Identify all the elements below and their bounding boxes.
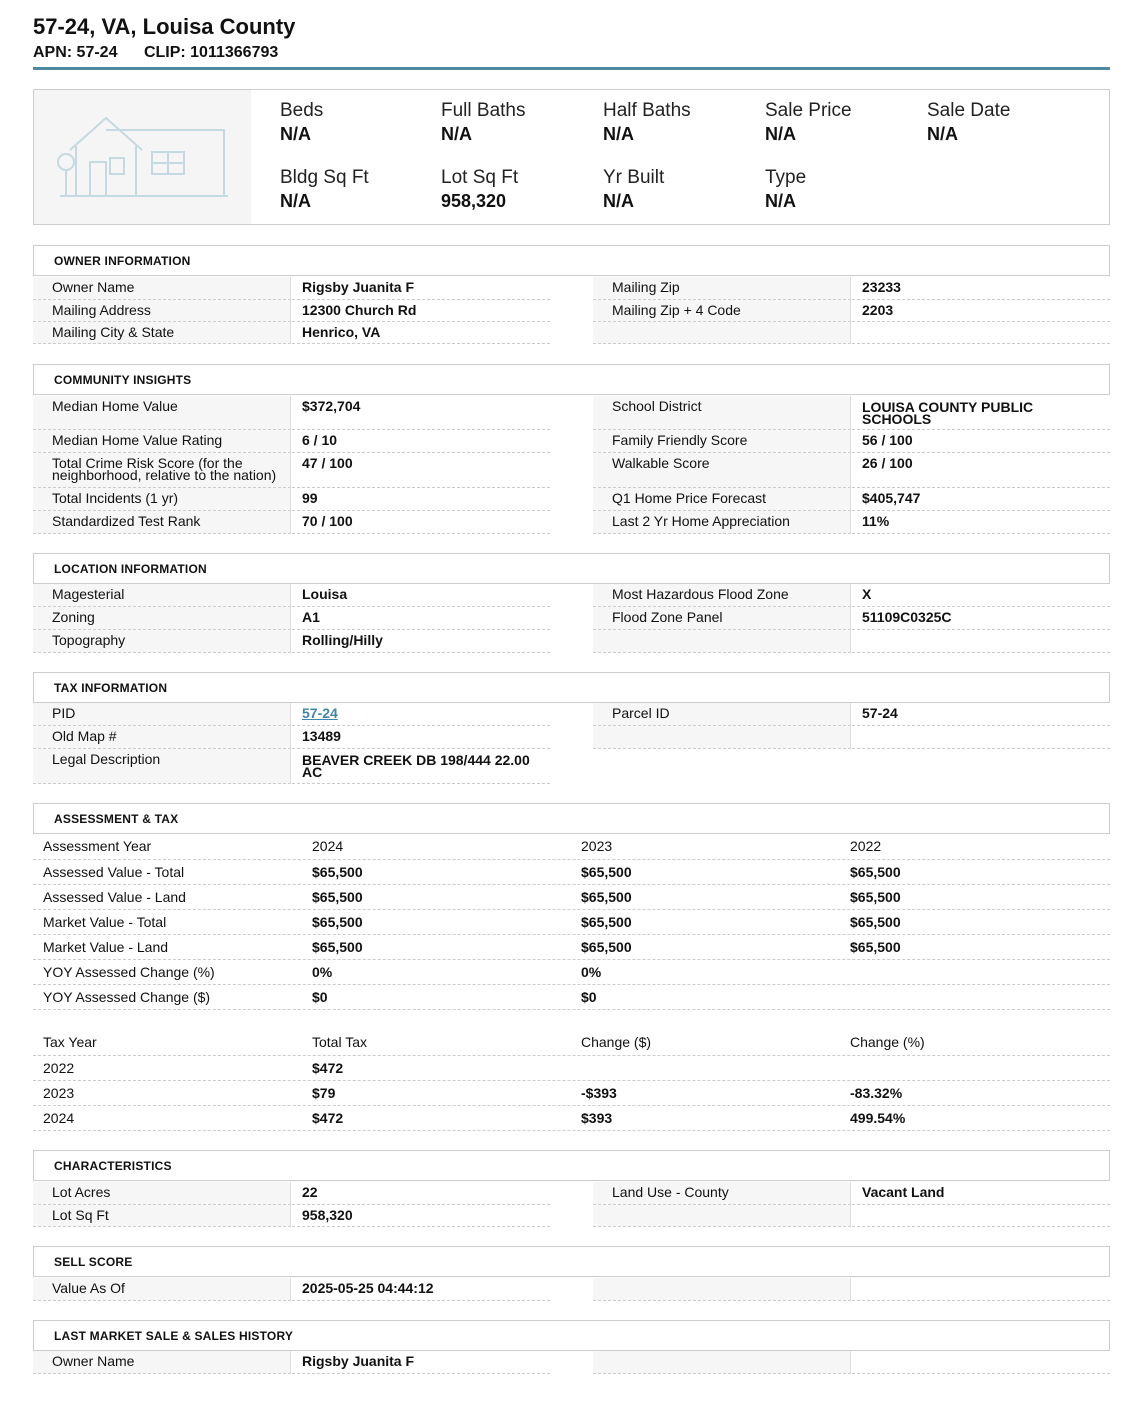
family-score-value: 56 / 100: [852, 430, 1110, 453]
section-sell-score: SELL SCORE: [33, 1246, 1110, 1277]
table-row: [33, 985, 1110, 1010]
median-rating-label: Median Home Value Rating: [33, 430, 291, 453]
flood-panel-label: Flood Zone Panel: [593, 607, 851, 630]
empty-label: [593, 1278, 851, 1301]
school-district-label: School District: [593, 396, 851, 430]
zoning-label: Zoning: [33, 607, 291, 630]
magesterial-value: Louisa: [292, 584, 550, 607]
table-cell: $65,500: [581, 939, 632, 955]
property-summary: [33, 89, 1110, 225]
flood-panel-value: 51109C0325C: [852, 607, 1110, 630]
old-map-label: Old Map #: [33, 726, 291, 749]
stat-full-baths: Full Baths N/A: [441, 100, 526, 144]
title-divider: [33, 67, 1110, 70]
table-row: [33, 1106, 1110, 1131]
table-cell: Total Tax: [312, 1034, 367, 1050]
empty-label: [593, 726, 851, 749]
table-cell: Assessment Year: [43, 838, 152, 854]
owner-name-value: Rigsby Juanita F: [292, 277, 550, 300]
table-cell: $65,500: [581, 864, 632, 880]
house-icon: [56, 110, 228, 200]
mailing-city-label: Mailing City & State: [33, 322, 291, 344]
section-assessment-tax: ASSESSMENT & TAX: [33, 803, 1110, 834]
table-cell: 2024: [312, 838, 344, 854]
table-cell: $393: [581, 1110, 613, 1126]
lot-sqft-value: 958,320: [292, 1205, 550, 1227]
stat-bldg-sqft: Bldg Sq Ft N/A: [280, 167, 369, 211]
walkable-score-value: 26 / 100: [852, 453, 1110, 488]
section-tax-information: TAX INFORMATION: [33, 672, 1110, 703]
stat-lot-sqft: Lot Sq Ft 958,320: [441, 167, 519, 211]
stat-beds: Beds N/A: [280, 100, 324, 144]
table-cell: $472: [312, 1110, 344, 1126]
school-district-value: LOUISA COUNTY PUBLIC SCHOOLS: [852, 396, 1110, 430]
empty-value: [852, 630, 1110, 653]
parcel-id-label: Parcel ID: [593, 703, 851, 726]
property-ids: [33, 44, 300, 62]
page-title: 57-24, VA, Louisa County: [33, 14, 296, 39]
table-row: [33, 1081, 1110, 1106]
family-score-label: Family Friendly Score: [593, 430, 851, 453]
table-cell: $65,500: [581, 914, 632, 930]
land-use-value: Vacant Land: [852, 1182, 1110, 1205]
table-cell: $65,500: [850, 864, 901, 880]
stat-yr-built: Yr Built N/A: [603, 167, 665, 211]
price-forecast-value: $405,747: [852, 488, 1110, 511]
property-photo-placeholder: [34, 90, 251, 224]
assessment-header-row: [33, 834, 1110, 860]
empty-value: [852, 1278, 1110, 1301]
pid-label: PID: [33, 703, 291, 726]
lot-sqft-label: Lot Sq Ft: [33, 1205, 291, 1227]
table-cell: 2023: [43, 1085, 75, 1101]
table-cell: Tax Year: [43, 1034, 97, 1050]
section-last-market-sale: LAST MARKET SALE & SALES HISTORY: [33, 1320, 1110, 1351]
mailing-zip-value: 23233: [852, 277, 1110, 300]
empty-value: [852, 322, 1110, 344]
clip: CLIP: 1011366793: [143, 44, 279, 61]
mailing-zip4-value: 2203: [852, 300, 1110, 322]
table-cell: 0%: [312, 964, 333, 980]
table-cell: $65,500: [312, 939, 363, 955]
topography-label: Topography: [33, 630, 291, 653]
empty-value: [852, 1205, 1110, 1227]
empty-label: [593, 630, 851, 653]
test-rank-value: 70 / 100: [292, 511, 550, 534]
median-home-value-label: Median Home Value: [33, 396, 291, 430]
test-rank-label: Standardized Test Rank: [33, 511, 291, 534]
mailing-city-value: Henrico, VA: [292, 322, 550, 344]
sale-owner-name-label: Owner Name: [33, 1351, 291, 1374]
topography-value: Rolling/Hilly: [292, 630, 550, 653]
empty-value: [852, 1351, 1110, 1374]
stat-half-baths: Half Baths N/A: [603, 100, 691, 144]
lot-acres-label: Lot Acres: [33, 1182, 291, 1205]
mailing-zip4-label: Mailing Zip + 4 Code: [593, 300, 851, 322]
land-use-label: Land Use - County: [593, 1182, 851, 1205]
mailing-address-value: 12300 Church Rd: [292, 300, 550, 322]
table-cell: $472: [312, 1060, 344, 1076]
table-cell: YOY Assessed Change (%): [43, 964, 215, 980]
appreciation-value: 11%: [852, 511, 1110, 534]
mailing-zip-label: Mailing Zip: [593, 277, 851, 300]
price-forecast-label: Q1 Home Price Forecast: [593, 488, 851, 511]
lot-acres-value: 22: [292, 1182, 550, 1205]
legal-description-value: BEAVER CREEK DB 198/444 22.00 AC: [292, 749, 550, 784]
table-cell: $65,500: [850, 914, 901, 930]
table-cell: 2023: [581, 838, 613, 854]
median-rating-value: 6 / 10: [292, 430, 550, 453]
table-cell: Assessed Value - Land: [43, 889, 186, 905]
table-cell: $65,500: [581, 889, 632, 905]
table-cell: $65,500: [850, 939, 901, 955]
table-cell: Market Value - Total: [43, 914, 167, 930]
flood-zone-value: X: [852, 584, 1110, 607]
section-owner-information: OWNER INFORMATION: [33, 245, 1110, 276]
table-row: [33, 960, 1110, 985]
crime-score-label: Total Crime Risk Score (for the neighborhood, relative to the nation): [33, 453, 291, 488]
median-home-value: $372,704: [292, 396, 550, 430]
table-cell: 2022: [850, 838, 882, 854]
old-map-value: 13489: [292, 726, 550, 749]
crime-score-value: 47 / 100: [292, 453, 550, 488]
stat-type: Type N/A: [765, 167, 807, 211]
section-location-information: LOCATION INFORMATION: [33, 553, 1110, 584]
apn: APN: 57-24: [33, 44, 118, 61]
empty-label: [593, 322, 851, 344]
table-row: [33, 910, 1110, 935]
empty-label: [593, 1351, 851, 1374]
walkable-score-label: Walkable Score: [593, 453, 851, 488]
table-row: [33, 935, 1110, 960]
table-cell: Market Value - Land: [43, 939, 169, 955]
zoning-value: A1: [292, 607, 550, 630]
section-characteristics: CHARACTERISTICS: [33, 1150, 1110, 1181]
total-incidents-value: 99: [292, 488, 550, 511]
table-row: [33, 1056, 1110, 1081]
table-cell: $65,500: [850, 889, 901, 905]
mailing-address-label: Mailing Address: [33, 300, 291, 322]
table-cell: $65,500: [312, 889, 363, 905]
table-cell: $65,500: [312, 914, 363, 930]
table-cell: -$393: [581, 1085, 617, 1101]
value-as-of-label: Value As Of: [33, 1278, 291, 1301]
table-cell: 2024: [43, 1110, 75, 1126]
magesterial-label: Magesterial: [33, 584, 291, 607]
total-incidents-label: Total Incidents (1 yr): [33, 488, 291, 511]
table-cell: Change (%): [850, 1034, 925, 1050]
empty-label: [593, 1205, 851, 1227]
parcel-id-value: 57-24: [852, 703, 1110, 726]
pid-link[interactable]: 57-24: [302, 705, 338, 721]
table-cell: Change ($): [581, 1034, 652, 1050]
section-community-insights: COMMUNITY INSIGHTS: [33, 364, 1110, 395]
table-cell: 0%: [581, 964, 602, 980]
table-cell: $79: [312, 1085, 336, 1101]
appreciation-label: Last 2 Yr Home Appreciation: [593, 511, 851, 534]
pid-value: [292, 703, 550, 726]
table-row: [33, 860, 1110, 885]
legal-description-label: Legal Description: [33, 749, 291, 784]
sale-owner-name-value: Rigsby Juanita F: [292, 1351, 550, 1374]
tax-header-row: [33, 1030, 1110, 1056]
value-as-of-value: 2025-05-25 04:44:12: [292, 1278, 550, 1301]
table-cell: -83.32%: [850, 1085, 903, 1101]
table-cell: $65,500: [312, 864, 363, 880]
empty-value: [852, 726, 1110, 749]
table-cell: Assessed Value - Total: [43, 864, 185, 880]
flood-zone-label: Most Hazardous Flood Zone: [593, 584, 851, 607]
table-cell: $0: [312, 989, 328, 1005]
table-cell: YOY Assessed Change ($): [43, 989, 211, 1005]
table-cell: $0: [581, 989, 597, 1005]
table-cell: 2022: [43, 1060, 75, 1076]
table-cell: 499.54%: [850, 1110, 906, 1126]
stat-sale-date: Sale Date N/A: [927, 100, 1011, 144]
table-row: [33, 885, 1110, 910]
owner-name-label: Owner Name: [33, 277, 291, 300]
stat-sale-price: Sale Price N/A: [765, 100, 852, 144]
